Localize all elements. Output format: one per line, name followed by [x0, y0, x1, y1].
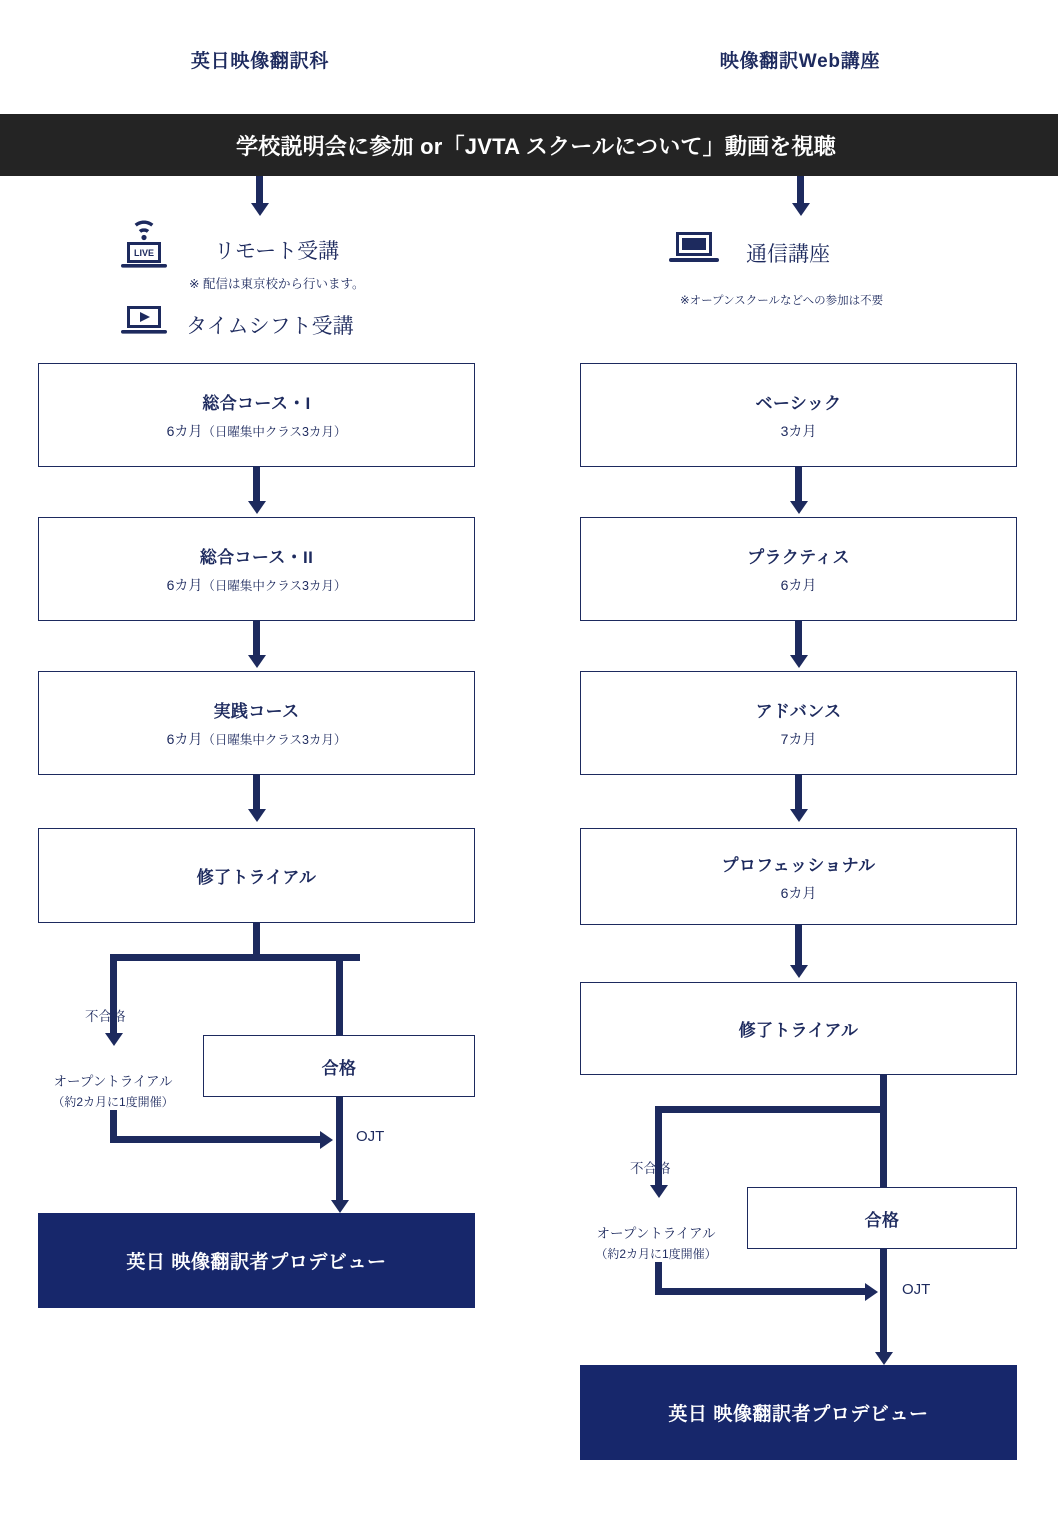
right-course-box-4	[580, 828, 1017, 925]
left-arrow-3-line	[253, 775, 260, 810]
right-open-trial	[580, 1224, 732, 1263]
right-course-sub-3: 7カ月	[780, 731, 817, 747]
left-mode-label-remote: リモート受講	[214, 240, 340, 263]
right-course-title-4: プロフェッショナル	[721, 855, 876, 875]
left-course-paren-2: （日曜集中クラス3カ月）	[202, 579, 347, 593]
left-arrow-1-head	[248, 501, 266, 514]
right-pass-line	[880, 1106, 887, 1192]
right-open-trial-label: オープントライアル	[596, 1226, 716, 1241]
right-opentrial-arrow-head	[865, 1283, 878, 1301]
right-arrow-4-head	[790, 965, 808, 978]
left-fail-label: 不合格	[85, 1009, 126, 1024]
left-debut-head	[331, 1200, 349, 1213]
right-arrow-1-head	[790, 501, 808, 514]
left-open-trial-label: オープントライアル	[53, 1074, 173, 1089]
right-arrow-4-line	[795, 925, 802, 967]
left-course-box-1	[38, 363, 475, 467]
right-arrow-2-line	[795, 621, 802, 656]
left-arrow-1-line	[253, 467, 260, 502]
left-open-trial	[38, 1072, 188, 1111]
right-arrow-3-head	[790, 809, 808, 822]
left-course-box-2	[38, 517, 475, 621]
right-opentrial-right	[655, 1288, 867, 1295]
right-trial-box	[580, 982, 1017, 1075]
right-open-trial-sub: （約2カ月に1度開催）	[595, 1246, 717, 1261]
top-banner-text: 学校説明会に参加 or「JVTA スクールについて」動画を視聴	[236, 133, 836, 159]
left-course-duration-1: 6カ月	[166, 423, 203, 439]
top-banner	[0, 114, 1058, 176]
left-pass-box	[203, 1035, 475, 1097]
left-mode-label-timeshift: タイムシフト受講	[186, 315, 354, 338]
left-course-sub-2	[167, 575, 347, 595]
left-trial-box	[38, 828, 475, 923]
right-course-sub-2: 6カ月	[780, 577, 817, 593]
right-course-title-1: ベーシック	[755, 394, 842, 413]
left-course-duration-2: 6カ月	[166, 577, 203, 593]
left-arrow-2-head	[248, 655, 266, 668]
right-course-box-1	[580, 363, 1017, 467]
right-mode-label-correspondence: 通信講座	[746, 243, 830, 266]
svg-text:LIVE: LIVE	[133, 248, 155, 258]
left-course-sub-1	[167, 421, 347, 441]
left-opentrial-arrow-head	[320, 1131, 333, 1149]
right-ojt-label: OJT	[902, 1281, 931, 1298]
right-course-title-2: プラクティス	[747, 548, 850, 567]
right-debut-head	[875, 1352, 893, 1365]
left-pass-line	[336, 954, 343, 1040]
right-arrow-2-head	[790, 655, 808, 668]
right-arrow-3-line	[795, 775, 802, 810]
left-open-trial-sub: （約2カ月に1度開催）	[52, 1094, 174, 1109]
column-title-left: 英日映像翻訳科	[190, 51, 330, 72]
left-course-sub-3	[167, 729, 347, 749]
right-course-box-2	[580, 517, 1017, 621]
right-course-box-3	[580, 671, 1017, 775]
left-pass-label: 合格	[321, 1058, 357, 1078]
left-ojt-label: OJT	[356, 1128, 385, 1145]
left-split-bar	[110, 954, 360, 961]
left-arrow-2-line	[253, 621, 260, 656]
arrow-banner-right-head	[792, 203, 810, 216]
right-fail-label: 不合格	[630, 1161, 671, 1176]
right-debut-line	[880, 1249, 887, 1354]
column-title-right: 映像翻訳Web講座	[719, 51, 881, 72]
left-opentrial-right	[110, 1136, 322, 1143]
arrow-banner-right-line	[797, 176, 804, 204]
laptop-live-icon	[118, 216, 170, 270]
left-arrow-3-head	[248, 809, 266, 822]
right-debut-text: 英日 映像翻訳者プロデビュー	[668, 1404, 929, 1425]
left-fail-head	[105, 1033, 123, 1046]
right-course-title-3: アドバンス	[755, 702, 842, 721]
right-fail-head	[650, 1185, 668, 1198]
left-debut-box	[38, 1213, 475, 1308]
laptop-play-icon	[118, 302, 170, 342]
left-course-title-2: 総合コース・II	[199, 548, 314, 567]
left-course-box-3	[38, 671, 475, 775]
arrow-banner-left-head	[251, 203, 269, 216]
right-split-bar	[655, 1106, 887, 1113]
left-course-paren-1: （日曜集中クラス3カ月）	[202, 425, 347, 439]
right-course-sub-1: 3カ月	[780, 423, 817, 439]
left-debut-line	[336, 1097, 343, 1202]
arrow-banner-left-line	[256, 176, 263, 204]
laptop-icon	[666, 228, 722, 272]
left-course-duration-3: 6カ月	[166, 731, 203, 747]
left-trial-title: 修了トライアル	[196, 868, 317, 887]
right-pass-label: 合格	[864, 1210, 900, 1230]
left-course-title-1: 総合コース・I	[202, 394, 311, 413]
left-mode-note-remote: ※ 配信は東京校から行います。	[189, 277, 365, 291]
right-pass-box	[747, 1187, 1017, 1249]
right-mode-note: ※オープンスクールなどへの参加は不要	[680, 295, 884, 307]
left-course-paren-3: （日曜集中クラス3カ月）	[202, 733, 347, 747]
right-course-sub-4: 6カ月	[780, 884, 817, 901]
right-debut-box	[580, 1365, 1017, 1460]
right-arrow-1-line	[795, 467, 802, 502]
left-course-title-3: 実践コース	[213, 702, 300, 721]
left-debut-text: 英日 映像翻訳者プロデビュー	[126, 1252, 387, 1273]
right-trial-title: 修了トライアル	[738, 1021, 859, 1040]
